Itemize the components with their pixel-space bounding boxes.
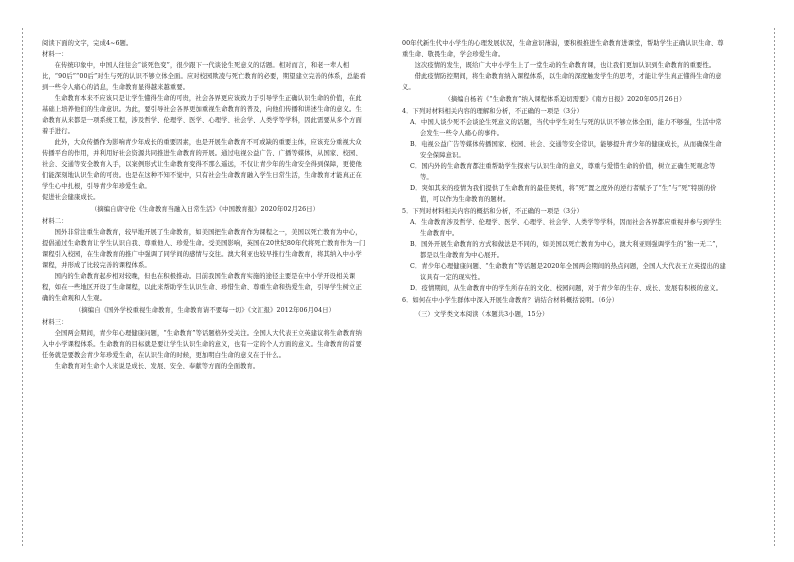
question-5-option-d: D．疫情期间，从生命教育中的学生所存在的文化、校园问题，对于青少年的生存、成长、发展有积极的意义。 <box>410 285 723 292</box>
material-1-paragraph: 生命教育本来不应该只是让学生懂得生命的可贵，社会各界更应该致力于引导学生正确认识生命的价值，在此基础上培养他们的生命意识。为此，要引导社会各界更加重视生命教育的普及，向他们传播和讲述生命的意义。生命教育从来都是一项系统工程，涉及哲学、伦理学、医学、心理学、社会学、人类学等学科，因此需要从多个方面着手进行。 <box>42 95 362 135</box>
material-3-paragraph: 生命教育对生命个人来说是成长、发展、安全、奉献等方面的全面教育。 <box>54 363 260 370</box>
material-1-source: （摘编自唐守伦《生命教育当融入日常生活》《中国教育报》2020年02月26日） <box>90 206 319 213</box>
material-3-title: 材料三： <box>42 319 68 326</box>
material-3-source: （摘编自杨若《“生命教育”纳入课程体系迫切需要》《南方日报》2020年05月26日） <box>444 96 686 103</box>
question-4-option-d: D．突如其来的疫情为我们提供了生命教育的最佳契机，将“死”置之度外的逆行者赋予了“生”与“死”特别的价值，可以作为生命教育的题材。 <box>410 185 717 203</box>
question-4-stem: 4．下列对材料相关内容的理解和分析，不正确的一项是（3分） <box>402 108 583 115</box>
right-column <box>402 38 728 320</box>
question-5-stem: 5．下列对材料相关内容的概括和分析，不正确的一项是（3分） <box>402 208 583 215</box>
binding-line-left <box>22 28 23 548</box>
left-column <box>42 38 368 372</box>
question-5-option-b: B．国外开展生命教育的方式和做法是不同的，如美国以死亡教育为中心，澳大利亚则强调学生的“独一无二”，都是以生命教育为中心展开。 <box>410 241 723 259</box>
material-2-paragraph: 国内的生命教育起步相对较晚，但也在积极推动。目前我国生命教育实施的途径主要是在中小学开设相关课程，如在一些地区开设了生命课程，以此来帮助学生认识生命、珍惜生命、尊重生命和热爱生命，引导学生树立正确的生命观和人生观。 <box>42 273 362 302</box>
section-3-heading: （三）文学类文本阅读（本题共3小题，15分） <box>414 311 549 318</box>
question-6-stem: 6．如何在中小学生群体中深入开展生命教育？请结合材料概括说明。（6分） <box>402 297 619 304</box>
material-3-paragraph: 借此疫情防控期间，将生命教育纳入课程体系，以生命的深度触发学生的思考，才能让学生真正懂得生命的意义。 <box>402 73 722 91</box>
question-5-option-a: A．生命教育涉及哲学、伦理学、医学、心理学、社会学、人类学等学科，因而社会各界都应重视并参与到学生生命教育中。 <box>410 219 722 237</box>
material-3-paragraph: 这次疫情的发生，既给广大中小学生上了一堂生动的生命教育课，也让我们更加认识到生命教育的重要性。 <box>414 62 716 69</box>
material-2-title: 材料二： <box>42 218 68 225</box>
material-3-continued: 00年代新生代中小学生的心理发展状况，生命意识薄弱，要积极推进生命教育进课堂，帮助学生正确认识生命、尊重生命、敬畏生命，学会珍爱生命。 <box>402 40 724 58</box>
material-1-title: 材料一： <box>42 51 68 58</box>
question-4-option-c: C．国内外的生命教育都注重帮助学生探索与认识生命的意义，尊重与爱惜生命的价值，树立正确生死观念等等。 <box>410 163 716 181</box>
question-4-option-a: A．中国人谈少死不会谈论生死意义的话题，当代中学生对生与死的认识不够立体全面，能力不够强，生活中常会发生一些令人痛心的事件。 <box>410 119 722 137</box>
material-1-paragraph: 在传统印象中，中国人往往会“谈死色变”，很少跟下一代谈论生死意义的话题。相对而言，和老一辈人相比，“90后”“00后”对生与死的认识不够立体全面。应对校园欺凌与死亡教育的必要，期望建立完善的体系，总能看到一些令人痛心的消息，生命教育显得越来越重要。 <box>42 62 366 91</box>
binding-line-right <box>774 28 775 548</box>
instruction: 阅读下面的文字，完成4~6题。 <box>42 40 133 47</box>
material-2-paragraph: 国外非常注重生命教育，较早地开展了生命教育，如美国把生命教育作为课程之一，美国以死亡教育为中心，提倡通过生命教育让学生认识自我、尊重他人、珍爱生命。受美国影响，英国在20世纪80年代将死亡教育作为一门课程引入校园，在生命教育的推广中强调了同学间的感情与交往。澳大利亚也较早推行生命教育，将其纳入中小学课程，并形成了比较完善的课程体系。 <box>42 229 366 269</box>
material-1-paragraph: 此外，大众传播作为影响青少年成长的重要因素，也是开展生命教育不可或缺的重要主体，应该充分重视大众传播平台的作用，并利用好社会资源共同推进生命教育的开展。通过电视公益广告、广播等媒体，从国家、校园、社会、交通等安全教育入手，以案例形式让生命教育变得不那么遥远，不仅让青少年的生命安全得到保障，更使他们能深刻地认识生命的可贵。也是在这种不知不觉中，只有社会生命教育融入学生日常生活，生命教育才能真正在学生心中扎根，引导青少年珍爱生命。 <box>42 139 362 190</box>
question-4-option-b: B．电视公益广告等媒体传播国家、校园、社会、交通等安全常识，能够提升青少年的健康成长，从而确保生命安全保障意识。 <box>410 141 722 159</box>
question-5-option-c: C．青少年心理健康问题、“生命教育”等话题是2020年全国两会期间的热点问题，全国人大代表王立英提出的建议具有一定的现实性。 <box>410 263 726 281</box>
material-2-source: （摘编自《国外学校重视生命教育，生命教育请不要每一切》《文汇报》2012年06月04日） <box>75 307 335 314</box>
material-3-paragraph: 全国两会期间，青少年心理健康问题，“生命教育”等话题格外受关注。全国人大代表王立英建议将生命教育纳入中小学课程体系。生命教育的目标就是要让学生认识生命的意义，也有一定的个人方面的意义。生命教育的首要任务就是要教会青少年珍爱生命，在认识生命的时候，更加明白生命的意义在于什么。 <box>42 330 362 359</box>
material-1-tail: 促进社会健康成长。 <box>42 194 100 201</box>
